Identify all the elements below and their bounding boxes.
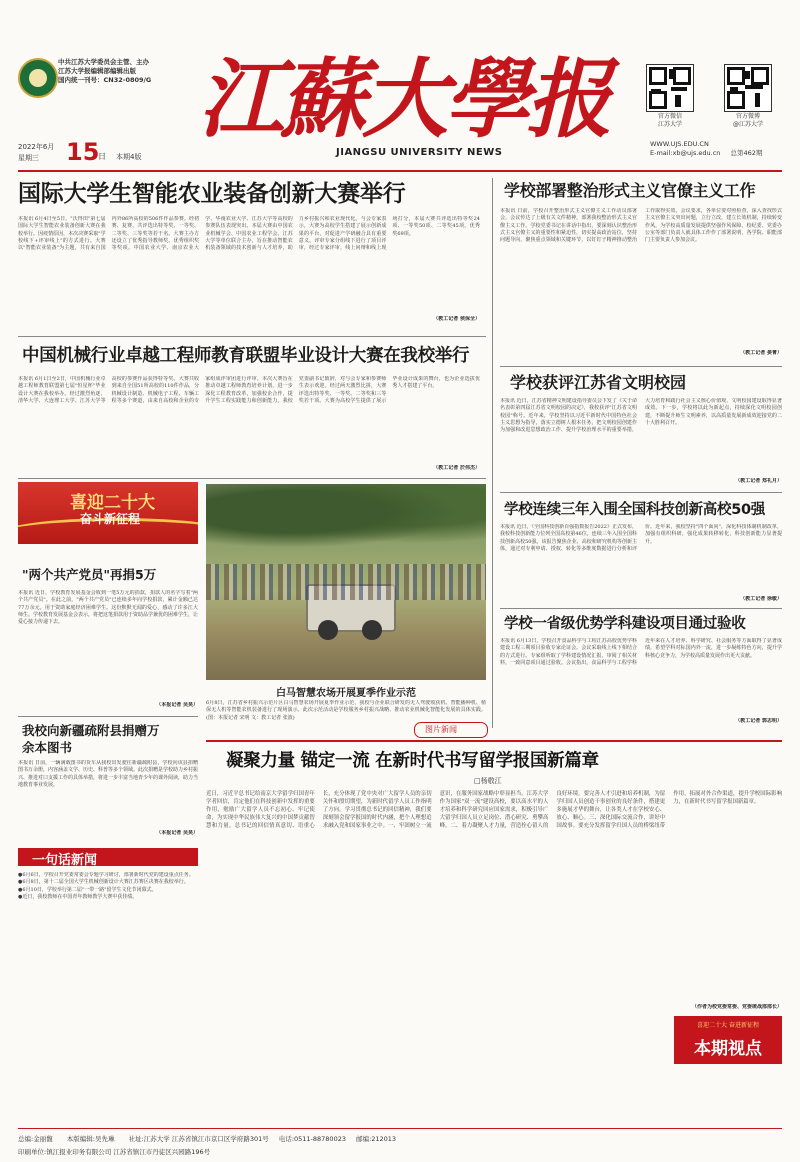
qr1-label xyxy=(646,113,694,129)
story2-byline: （本报记者 吴昊） xyxy=(156,830,198,836)
week-news-list xyxy=(18,872,198,1002)
week-news-title: 一句话新闻 xyxy=(32,853,98,868)
photo-news-watermark xyxy=(414,722,488,738)
column-sub-label: 喜迎二十大 奋进新征程 xyxy=(697,1022,759,1029)
week-news-item: ●6月10日，学校举行第二届"一带一路"留学生文化节闭幕式。 xyxy=(18,886,157,893)
article3-byline: （教工记者 於伟杰） xyxy=(433,465,480,471)
footer-printer: 印刷单位:镇江报业印务有限公司 江苏省镇江市丹徒区兴园路196号 xyxy=(18,1148,211,1156)
footer-rule xyxy=(18,1128,782,1129)
date-day: 15 xyxy=(66,138,100,166)
university-logo xyxy=(18,58,58,98)
banner-title-2: 奋斗新征程 xyxy=(80,512,141,526)
article6-headline: 学校一省级优势学科建设项目通过验收 xyxy=(504,616,746,632)
feature-top-rule xyxy=(206,740,782,742)
footer-managing: 本版编辑:吴先琳 xyxy=(66,1135,115,1143)
masthead-title-en: JIANGSU UNIVERSITY NEWS xyxy=(336,147,503,158)
article1-divider xyxy=(18,336,486,337)
right-column-divider xyxy=(492,178,493,728)
date-day-suffix: 日 xyxy=(98,152,106,161)
article3-headline: 中国机械行业卓越工程师教育联盟毕业设计大赛在我校举行 xyxy=(22,346,470,366)
qr2-sub-text: @江苏大学 xyxy=(732,121,763,128)
story1-divider xyxy=(18,716,198,717)
qr2-label xyxy=(724,113,772,129)
date-weekday: 星期三 xyxy=(18,154,39,162)
feature-headline: 凝聚力量 锚定一流 在新时代书写留学报国新篇章 xyxy=(226,751,599,771)
week-news-item: ●6月6日，学校召开党委常委会专题学习研讨，部署新时代党的建设重点任务。 xyxy=(18,872,194,878)
week-news-item: ●近日，我校教师在中国青年教师教学大赛中获佳绩。 xyxy=(18,893,138,900)
article1-body: 本报讯 6月4日至5日，"沃得田"第七届国际大学生智能农业装备创新大赛在我校举行。因疫情原因，本次决赛采取"学校线下+评审线上"的方式进行。大赛以"智能农业装备"为主题，共有来自国内外86所高校的506件作品参赛。经初赛、复赛，共评选出特等奖、一等奖、二等奖、三等奖等若干名。大赛主办方还设立了优秀指导教师奖、优秀组织奖等奖项。中国农业大学、南京农业大学、华南农业大学、江苏大学等高校的参赛队伍表现突出。本届大赛由中国农业机械学会、中国农业工程学会、江苏大学等单位联合主办，旨在推动智能农机装备领域的技术创新与人才培养，助力乡村振兴和农业现代化。与会专家表示，大赛为高校学生搭建了展示创新成果的平台，对促进产学研融合具有重要意义。评审专家分组线下进行了项目评审，经过专家评审，线上问辩和线上现场打分，本届大赛共评选出特等奖24项、一等奖50项、二等奖45项，优秀奖69项。 xyxy=(18,216,480,252)
date-year-month: 2022年6月 xyxy=(18,143,55,151)
banner-title-1: 喜迎二十大 xyxy=(70,493,155,513)
feature-body: 近日，习近平总书记给南京大学留学归国青年学者回信，肯定他们在科技创新中发挥的重要作用，勉励广大留学人员不忘初心、牢记使命，为实现中华民族伟大复兴的中国梦贡献智慧和力量。总书记的回信情真意切、语重心长，充分体现了党中央对广大留学人员的亲切关怀和殷切期望，为新时代留学人员工作指明了方向。学习贯彻总书记的回信精神，我们要深刻领会留学报国的时代内涵，把个人理想追求融入党和国家事业之中。一、牢固树立一流意识，在服务国家战略中彰显担当。江苏大学作为国家"双一流"建设高校，要以高水平的人才培养和科学研究回应国家需求，积极引导广大留学归国人员立足岗位、潜心研究、勇攀高峰。二、着力凝聚人才力量，营造拴心留人的良好环境。要完善人才引进和培养机制，为留学归国人员创造干事创业的良好条件，搭建更多施展才华的舞台，让各类人才在学校安心、放心、顺心。三、深化国际交流合作，讲好中国故事。要充分发挥留学归国人员的桥梁纽带作用，拓展对外合作渠道，提升学校国际影响力，在新时代书写留学报国新篇章。 xyxy=(206,791,782,829)
sponsor-line-2: 江苏大学报编辑部编辑出版 xyxy=(58,67,136,75)
story1-byline: （本报记者 吴昊） xyxy=(156,702,198,708)
article4-byline: （教工记者 郑礼月） xyxy=(735,478,782,484)
week-news-header xyxy=(18,848,198,866)
cn-number: 国内统一刊号：CN32-0809/G xyxy=(58,76,152,84)
article5-byline: （教工记者 徐敏） xyxy=(740,596,782,602)
photo-caption-title: 白马智慧农场开展夏季作业示范 xyxy=(276,688,416,699)
article6-byline: （教工记者 郭志明） xyxy=(735,718,782,724)
contact-block xyxy=(650,140,780,158)
article5-divider xyxy=(500,608,782,609)
feature-byline: □杨敬江 xyxy=(474,777,502,785)
sidebar-banner xyxy=(18,482,198,544)
article2-headline: 学校部署整治形式主义官僚主义工作 xyxy=(504,181,756,200)
article2-body: 本报讯 日前，学校召开整治形式主义官僚主义工作动员部署会，会议传达了上级有关文件精神，部署我校整治形式主义官僚主义工作。学校党委书记在讲话中指出，要深刻认识整治形式主义官僚主义的重要性和紧迫性，切实提高政治站位，坚持问题导向，聚焦重点领域和关键环节，以钉钉子精神推动整治工作取得实效。会议要求，各单位要对照检查，深入查找形式主义官僚主义突出问题，立行立改，建立长效机制，持续转变作风，为学校高质量发展提供坚强作风保障。校纪委、党委办公室等部门负责人就具体工作作了部署说明，各学院、职能部门主要负责人参加会议。 xyxy=(500,208,782,244)
issue-number: 总第462期 xyxy=(730,149,763,157)
email-link[interactable]: E-mail:xb@ujs.edu.cn xyxy=(650,149,721,157)
crowd-shape xyxy=(206,564,486,600)
article5-body: 本报讯 近日，《全国科技创新百强指数报告2022》正式发布，我校科技创新能力位列全国高校第46位，连续三年入围全国科技创新高校50强。该报告聚焦企业、高校和研究机构等创新主体，通过对专利申请、授权、转化等多维度数据进行分析和评价。近年来，我校坚持"四个面向"，深化科技体制机制改革，加强有组织科研，强化成果转移转化，科技创新能力显著提升。 xyxy=(500,524,782,552)
qr2-label-text: 官方微博 xyxy=(735,113,760,120)
edition-count: 本期4版 xyxy=(116,153,142,161)
article2-byline: （教工记者 晏菁） xyxy=(740,350,782,356)
masthead-divider xyxy=(18,170,782,172)
footer-address: 社址:江苏大学 江苏省镇江市京口区学府路301号 xyxy=(128,1135,269,1143)
photo-news-image xyxy=(206,484,486,680)
date-block xyxy=(18,140,168,168)
machine-wheel-icon xyxy=(318,620,338,640)
article2-divider xyxy=(500,366,782,367)
tree-shape xyxy=(206,484,486,554)
story2-body: 本报讯 日前，一辆满载图书的货车从我校出发驶往新疆疏附县，学校向该县捐赠图书万余册，内容涵盖文学、历史、科普等多个领域。此次捐赠是学校助力乡村振兴、推进对口支援工作的具体举措，将进一步丰富当地青少年的课外阅读，助力当地教育事业发展。 xyxy=(18,760,198,788)
story1-title: "两个共产党员"再捐5万 xyxy=(22,567,157,582)
footer-editor: 总编:金丽馥 xyxy=(18,1135,53,1143)
article4-divider xyxy=(500,492,782,493)
qr1-sub-text: 江苏大学 xyxy=(657,121,682,128)
qr1-label-text: 官方微信 xyxy=(657,113,682,120)
wechat-qr-icon xyxy=(646,64,694,112)
footer-postcode: 邮编:212013 xyxy=(356,1135,397,1143)
article4-headline: 学校获评江苏省文明校园 xyxy=(510,373,687,392)
story2-title: 我校向新疆疏附县捐赠万余本图书 xyxy=(22,723,160,755)
footer xyxy=(18,1134,782,1156)
article1-byline: （教工记者 侯保全） xyxy=(433,316,480,322)
sponsor-line: 中共江苏大学委员会主管、主办 xyxy=(58,58,149,66)
masthead-title: 江蘇大學报 xyxy=(198,49,608,150)
article3-divider xyxy=(18,478,486,479)
article3-body: 本报讯 6月1日至2日，中国机械行业卓越工程师教育联盟第七届"恒星杯"毕业设计大赛在我校举办。经过激烈角逐，清华大学、大连理工大学、江苏大学等高校的参赛作品获得特等奖。大赛共收到来自全国51所高校的110件作品，分机械设计制造、机械电子工程、车辆工程等多个赛道，由来自高校和企业的专家组成评审团进行评审。本次大赛旨在推动卓越工程师教育培养计划，进一步深化工程教育改革，加强校企合作，提升学生工程实践能力和创新能力。我校党委副书记致辞，对与会专家和参赛师生表示欢迎。经过两天激烈比拼，大赛评选出特等奖、一等奖、二等奖和三等奖若干项。大赛为高校学生提供了展示毕业设计成果的舞台，也为企业选拔优秀人才搭建了平台。 xyxy=(18,376,480,404)
article6-body: 本报讯 6月13日，学校召开食品科学与工程江苏高校优势学科建设工程三期项目验收专家论证会。会议采取线上线下相结合的方式进行。专家组听取了学科建设情况汇报，审阅了相关材料，一致同意项目通过验收。会议指出，食品科学与工程学科近年来在人才培养、科学研究、社会服务等方面取得了显著成绩，希望学科对标国内外一流，进一步凝练特色方向，提升学科核心竞争力，为学校高质量发展作出更大贡献。 xyxy=(500,638,782,666)
column-label: 本期视点 xyxy=(694,1039,762,1059)
weibo-qr-icon xyxy=(724,64,772,112)
feature-column-badge xyxy=(674,1016,782,1064)
photo-news-label: 图片新闻 xyxy=(425,725,457,734)
website-link[interactable]: WWW.UJS.EDU.CN xyxy=(650,140,709,148)
article5-headline: 学校连续三年入围全国科技创新高校50强 xyxy=(504,502,765,518)
logo-inner-icon xyxy=(29,69,47,87)
photo-caption-text: 6月8日，江苏省乡村振兴示范片区白马智慧农场开展夏季作业示范，我校与企业联合研发的无人驾驶收获机、智能播种机、植保无人机等智能农机装备进行了现场演示。此次示范活动是学校服务乡村振兴战略、推动农业机械化智能化发展的具体实践。(图：本报记者 宋明 文：教工记者 张波) xyxy=(206,700,486,721)
article4-body: 本报讯 近日，江苏省精神文明建设指导委员会下发了《关于命名表彰第四届江苏省文明校园的决定》，我校获评"江苏省文明校园"称号。近年来，学校坚持以习近平新时代中国特色社会主义思想为指导，落实立德树人根本任务，把文明校园创建作为加强和改进思想政治工作、提升学校治理水平的重要举措，大力培育和践行社会主义核心价值观，文明校园建设取得显著成效。下一步，学校将以此为新起点，持续深化文明校园创建，不断提升师生文明素养，以高质量发展新成效迎接党的二十大胜利召开。 xyxy=(500,398,782,434)
week-news-item: ●6月8日，第十二届全国大学生机械创新设计大赛江苏赛区决赛在我校举行。 xyxy=(18,879,189,886)
story1-body: 本报讯 近日，学校教育发展基金会收到一笔5万元的捐款，捐款人的名字写着"两个共产党员"。在此之前，"两个共产党员"已连续多年向学校捐款，累计金额已达77万余元，用于资助家庭经济困难学生。这份默默无闻的爱心，感动了许多江大师生。学校教育发展基金会表示，将把这笔捐款用于资助品学兼优的困难学生，让爱心接力传递下去。 xyxy=(18,590,198,626)
footer-phone: 电话:0511-88780023 xyxy=(278,1135,346,1143)
masthead-sponsor xyxy=(58,58,198,85)
machine-wheel-icon xyxy=(362,620,382,640)
feature-byline-end: （作者为校党委常委、党委统战部部长） xyxy=(691,1004,782,1010)
article1-headline: 国际大学生智能农业装备创新大赛举行 xyxy=(18,181,406,207)
